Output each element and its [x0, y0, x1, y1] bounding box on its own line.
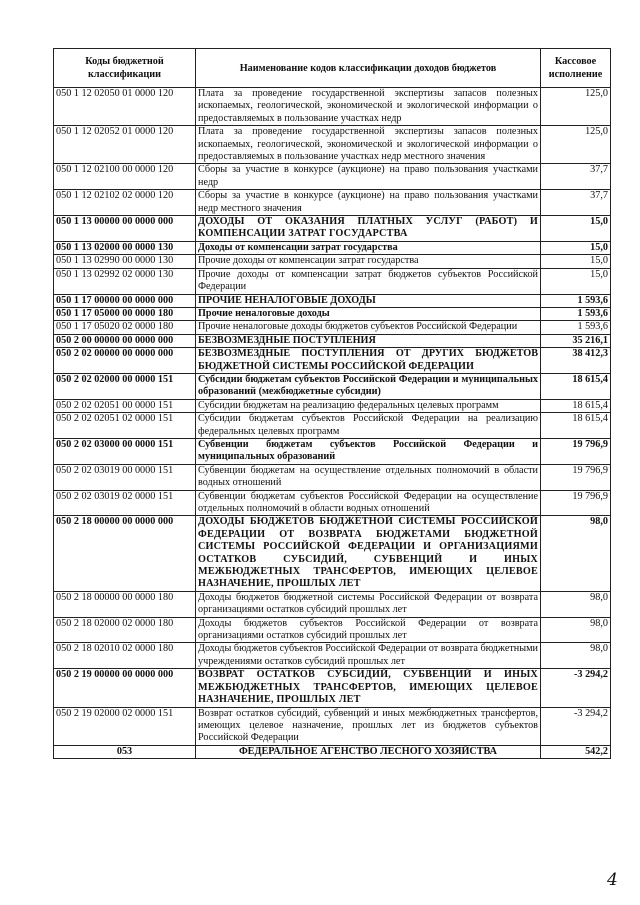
row-code: 050 2 02 02000 00 0000 151	[54, 373, 196, 399]
table-row	[54, 399, 611, 412]
row-name: ВОЗВРАТ ОСТАТКОВ СУБСИДИЙ, СУБВЕНЦИЙ И ИНЫХ МЕЖБЮДЖЕТНЫХ ТРАНСФЕРТОВ, ИМЕЮЩИХ ЦЕЛЕВОЕ НАЗНАЧЕНИЕ, ПРОШЛЫХ ЛЕТ	[196, 669, 541, 707]
row-amount: 98,0	[541, 643, 611, 669]
row-name: Сборы за участие в конкурсе (аукционе) на право пользования участками недр местного значения	[196, 190, 541, 216]
row-code: 050 2 00 00000 00 0000 000	[54, 334, 196, 347]
row-amount: -3 294,2	[541, 707, 611, 745]
table-row	[54, 216, 611, 242]
row-amount: 1 593,6	[541, 294, 611, 307]
table-row	[54, 268, 611, 294]
table-row	[54, 321, 611, 334]
row-code: 050 1 13 00000 00 0000 000	[54, 216, 196, 242]
row-name: Прочие доходы от компенсации затрат государства	[196, 255, 541, 268]
table-row	[54, 307, 611, 320]
table-row	[54, 617, 611, 643]
header-amount: Кассовое исполнение	[541, 49, 611, 88]
row-amount: 19 796,9	[541, 464, 611, 490]
row-amount: 37,7	[541, 164, 611, 190]
row-code: 050 2 02 03019 02 0000 151	[54, 490, 196, 516]
table-body	[54, 88, 611, 759]
row-amount: 35 216,1	[541, 334, 611, 347]
row-code: 050 1 12 02052 01 0000 120	[54, 126, 196, 164]
row-amount: 19 796,9	[541, 490, 611, 516]
row-amount: 1 593,6	[541, 307, 611, 320]
row-code: 053	[54, 745, 196, 758]
row-name: Субвенции бюджетам на осуществление отдельных полномочий в области водных отношений	[196, 464, 541, 490]
row-code: 050 1 12 02100 00 0000 120	[54, 164, 196, 190]
row-amount: 98,0	[541, 591, 611, 617]
table-row	[54, 348, 611, 374]
row-code: 050 1 17 00000 00 0000 000	[54, 294, 196, 307]
row-name: ДОХОДЫ ОТ ОКАЗАНИЯ ПЛАТНЫХ УСЛУГ (РАБОТ) И КОМПЕНСАЦИИ ЗАТРАТ ГОСУДАРСТВА	[196, 216, 541, 242]
row-code: 050 1 13 02000 00 0000 130	[54, 241, 196, 254]
row-amount: 15,0	[541, 216, 611, 242]
row-name: Доходы бюджетов субъектов Российской Федерации от возврата бюджетными учреждениями остатков субсидий прошлых лет	[196, 643, 541, 669]
row-amount: 18 615,4	[541, 413, 611, 439]
row-name: Плата за проведение государственной экспертизы запасов полезных ископаемых, геологической, экономической и экологической информации о предоставляемых в пользование участках недр	[196, 88, 541, 126]
row-code: 050 2 19 00000 00 0000 000	[54, 669, 196, 707]
table-row	[54, 516, 611, 591]
row-code: 050 2 18 00000 00 0000 180	[54, 591, 196, 617]
row-name: ФЕДЕРАЛЬНОЕ АГЕНСТВО ЛЕСНОГО ХОЗЯЙСТВА	[196, 745, 541, 758]
row-code: 050 1 12 02102 02 0000 120	[54, 190, 196, 216]
header-name: Наименование кодов классификации доходов бюджетов	[196, 49, 541, 88]
table-row	[54, 438, 611, 464]
row-amount: 98,0	[541, 617, 611, 643]
row-name: ДОХОДЫ БЮДЖЕТОВ БЮДЖЕТНОЙ СИСТЕМЫ РОССИЙСКОЙ ФЕДЕРАЦИИ ОТ ВОЗВРАТА БЮДЖЕТАМИ БЮДЖЕТНОЙ СИСТЕМЫ РОССИЙСКОЙ ФЕДЕРАЦИИ И ОРГАНИЗАЦИЯМИ ОСТАТКОВ СУБСИДИЙ, СУБВЕНЦИЙ И ИНЫХ МЕЖБЮДЖЕТНЫХ ТРАНСФЕРТОВ, ИМЕЮЩИХ ЦЕЛЕВОЕ НАЗНАЧЕНИЕ, ПРОШЛЫХ ЛЕТ	[196, 516, 541, 591]
row-amount: 15,0	[541, 255, 611, 268]
row-code: 050 2 19 02000 02 0000 151	[54, 707, 196, 745]
row-amount: 125,0	[541, 88, 611, 126]
row-name: БЕЗВОЗМЕЗДНЫЕ ПОСТУПЛЕНИЯ ОТ ДРУГИХ БЮДЖЕТОВ БЮДЖЕТНОЙ СИСТЕМЫ РОССИЙСКОЙ ФЕДЕРАЦИИ	[196, 348, 541, 374]
table-row	[54, 88, 611, 126]
row-code: 050 1 13 02990 00 0000 130	[54, 255, 196, 268]
row-name: Субсидии бюджетам на реализацию федеральных целевых программ	[196, 399, 541, 412]
row-amount: 1 593,6	[541, 321, 611, 334]
row-amount: 19 796,9	[541, 438, 611, 464]
table-row	[54, 745, 611, 758]
table-row	[54, 373, 611, 399]
table-row	[54, 126, 611, 164]
row-name: Субвенции бюджетам субъектов Российской Федерации и муниципальных образований	[196, 438, 541, 464]
row-name: БЕЗВОЗМЕЗДНЫЕ ПОСТУПЛЕНИЯ	[196, 334, 541, 347]
row-name: Прочие неналоговые доходы	[196, 307, 541, 320]
row-code: 050 1 17 05020 02 0000 180	[54, 321, 196, 334]
row-code: 050 1 12 02050 01 0000 120	[54, 88, 196, 126]
table-row	[54, 707, 611, 745]
table-row	[54, 464, 611, 490]
row-amount: 38 412,3	[541, 348, 611, 374]
row-code: 050 2 02 02051 02 0000 151	[54, 413, 196, 439]
table-row	[54, 643, 611, 669]
row-code: 050 1 17 05000 00 0000 180	[54, 307, 196, 320]
row-name: Прочие неналоговые доходы бюджетов субъектов Российской Федерации	[196, 321, 541, 334]
row-name: Субсидии бюджетам субъектов Российской Федерации на реализацию федеральных целевых программ	[196, 413, 541, 439]
row-code: 050 2 02 03019 00 0000 151	[54, 464, 196, 490]
row-amount: 98,0	[541, 516, 611, 591]
row-name: Доходы бюджетов субъектов Российской Федерации от возврата организациями остатков субсидий прошлых лет	[196, 617, 541, 643]
row-name: Плата за проведение государственной экспертизы запасов полезных ископаемых, геологической, экономической и экологической информации о предоставляемых в пользование участках недр местного значения	[196, 126, 541, 164]
row-amount: 542,2	[541, 745, 611, 758]
table-row	[54, 413, 611, 439]
budget-revenue-table	[53, 48, 611, 759]
table-row	[54, 255, 611, 268]
table-row	[54, 294, 611, 307]
row-name: Субвенции бюджетам субъектов Российской Федерации на осуществление отдельных полномочий в области водных отношений	[196, 490, 541, 516]
row-name: Субсидии бюджетам субъектов Российской Федерации и муниципальных образований (межбюджетные субсидии)	[196, 373, 541, 399]
row-amount: -3 294,2	[541, 669, 611, 707]
row-code: 050 2 18 02010 02 0000 180	[54, 643, 196, 669]
row-name: ПРОЧИЕ НЕНАЛОГОВЫЕ ДОХОДЫ	[196, 294, 541, 307]
row-name: Прочие доходы от компенсации затрат бюджетов субъектов Российской Федерации	[196, 268, 541, 294]
row-name: Сборы за участие в конкурсе (аукционе) на право пользования участками недр	[196, 164, 541, 190]
row-name: Доходы от компенсации затрат государства	[196, 241, 541, 254]
table-row	[54, 164, 611, 190]
row-amount: 15,0	[541, 241, 611, 254]
row-amount: 18 615,4	[541, 373, 611, 399]
header-code: Коды бюджетной классификации	[54, 49, 196, 88]
table-row	[54, 669, 611, 707]
row-code: 050 2 02 02051 00 0000 151	[54, 399, 196, 412]
table-header-row	[54, 49, 611, 88]
row-code: 050 2 02 00000 00 0000 000	[54, 348, 196, 374]
row-amount: 37,7	[541, 190, 611, 216]
table-row	[54, 190, 611, 216]
row-name: Возврат остатков субсидий, субвенций и иных межбюджетных трансфертов, имеющих целевое назначение, прошлых лет из бюджетов субъектов Российской Федерации	[196, 707, 541, 745]
row-amount: 18 615,4	[541, 399, 611, 412]
table-row	[54, 591, 611, 617]
row-code: 050 2 18 02000 02 0000 180	[54, 617, 196, 643]
row-code: 050 2 18 00000 00 0000 000	[54, 516, 196, 591]
table-row	[54, 241, 611, 254]
page-number: 4	[607, 870, 618, 890]
table-row	[54, 490, 611, 516]
row-code: 050 2 02 03000 00 0000 151	[54, 438, 196, 464]
row-amount: 15,0	[541, 268, 611, 294]
table-row	[54, 334, 611, 347]
row-amount: 125,0	[541, 126, 611, 164]
row-name: Доходы бюджетов бюджетной системы Российской Федерации от возврата организациями остатков субсидий прошлых лет	[196, 591, 541, 617]
row-code: 050 1 13 02992 02 0000 130	[54, 268, 196, 294]
